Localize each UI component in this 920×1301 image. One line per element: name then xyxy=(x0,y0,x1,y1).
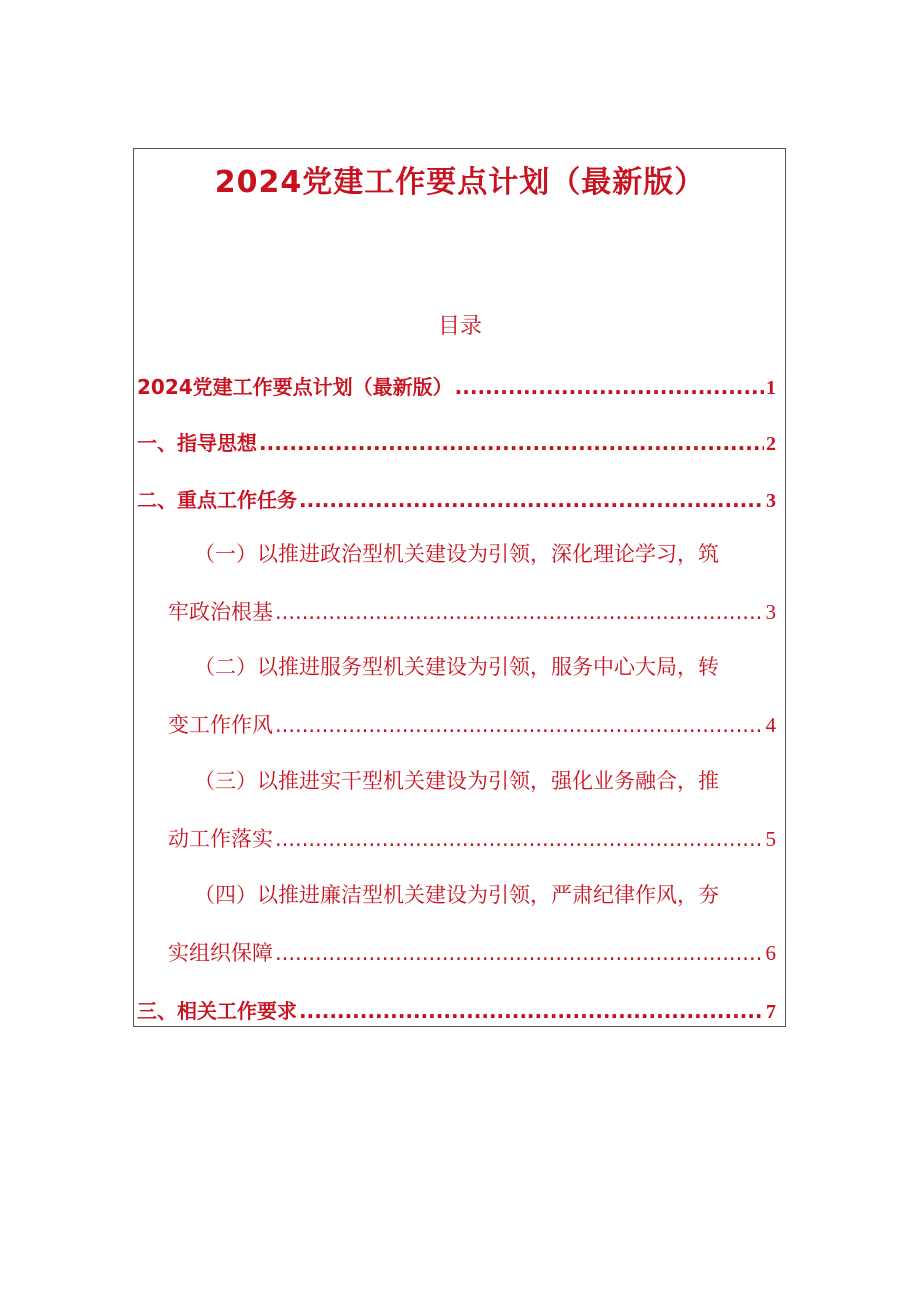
toc-subentry-3[interactable] xyxy=(168,823,776,853)
toc-leader-dots xyxy=(275,713,764,737)
toc-subentry-2-line1[interactable]: （二）以推进服务型机关建设为引领，服务中心大局，转 xyxy=(194,655,719,679)
toc-entry-label: 2024党建工作要点计划（最新版） xyxy=(137,375,453,399)
document-title: 2024党建工作要点计划（最新版） xyxy=(214,165,706,200)
toc-entry-label: 二、重点工作任务 xyxy=(137,488,297,512)
toc-leader-dots xyxy=(275,827,764,851)
toc-page-number: 4 xyxy=(765,713,776,737)
toc-subentry-3-line1[interactable]: （三）以推进实干型机关建设为引领，强化业务融合，推 xyxy=(194,769,719,793)
toc-page-number: 7 xyxy=(766,1001,776,1023)
toc-page-number: 3 xyxy=(765,600,776,624)
toc-entry-label: 三、相关工作要求 xyxy=(137,999,297,1023)
toc-subentry-4[interactable] xyxy=(168,937,776,967)
toc-leader-dots xyxy=(275,600,764,624)
toc-page-number: 3 xyxy=(766,490,776,512)
toc-subentry-2[interactable] xyxy=(168,709,776,739)
toc-page-number: 6 xyxy=(765,941,776,965)
toc-page-number: 5 xyxy=(765,827,776,851)
toc-entry-label: 一、指导思想 xyxy=(137,431,257,455)
toc-subentry-1[interactable] xyxy=(168,596,776,626)
toc-leader-dots xyxy=(299,999,764,1023)
toc-leader-dots xyxy=(299,488,764,512)
toc-leader-dots xyxy=(259,431,764,455)
toc-entry-requirements[interactable] xyxy=(137,995,776,1024)
toc-entry-title[interactable] xyxy=(137,371,776,400)
toc-entry-label: 变工作作风 xyxy=(168,713,273,737)
toc-leader-dots xyxy=(455,375,764,399)
toc-entry-label: 动工作落实 xyxy=(168,827,273,851)
toc-subentry-4-line1[interactable]: （四）以推进廉洁型机关建设为引领，严肃纪律作风，夯 xyxy=(194,883,719,907)
toc-subentry-1-line1[interactable]: （一）以推进政治型机关建设为引领，深化理论学习，筑 xyxy=(194,542,719,566)
toc-page-number: 1 xyxy=(766,377,776,399)
toc-entry-key-tasks[interactable] xyxy=(137,484,776,513)
toc-page-number: 2 xyxy=(766,433,776,455)
toc-entry-label: 实组织保障 xyxy=(168,941,273,965)
toc-leader-dots xyxy=(275,941,764,965)
toc-heading: 目录 xyxy=(437,314,482,339)
toc-entry-guiding-thought[interactable] xyxy=(137,427,776,456)
toc-entry-label: 牢政治根基 xyxy=(168,600,273,624)
